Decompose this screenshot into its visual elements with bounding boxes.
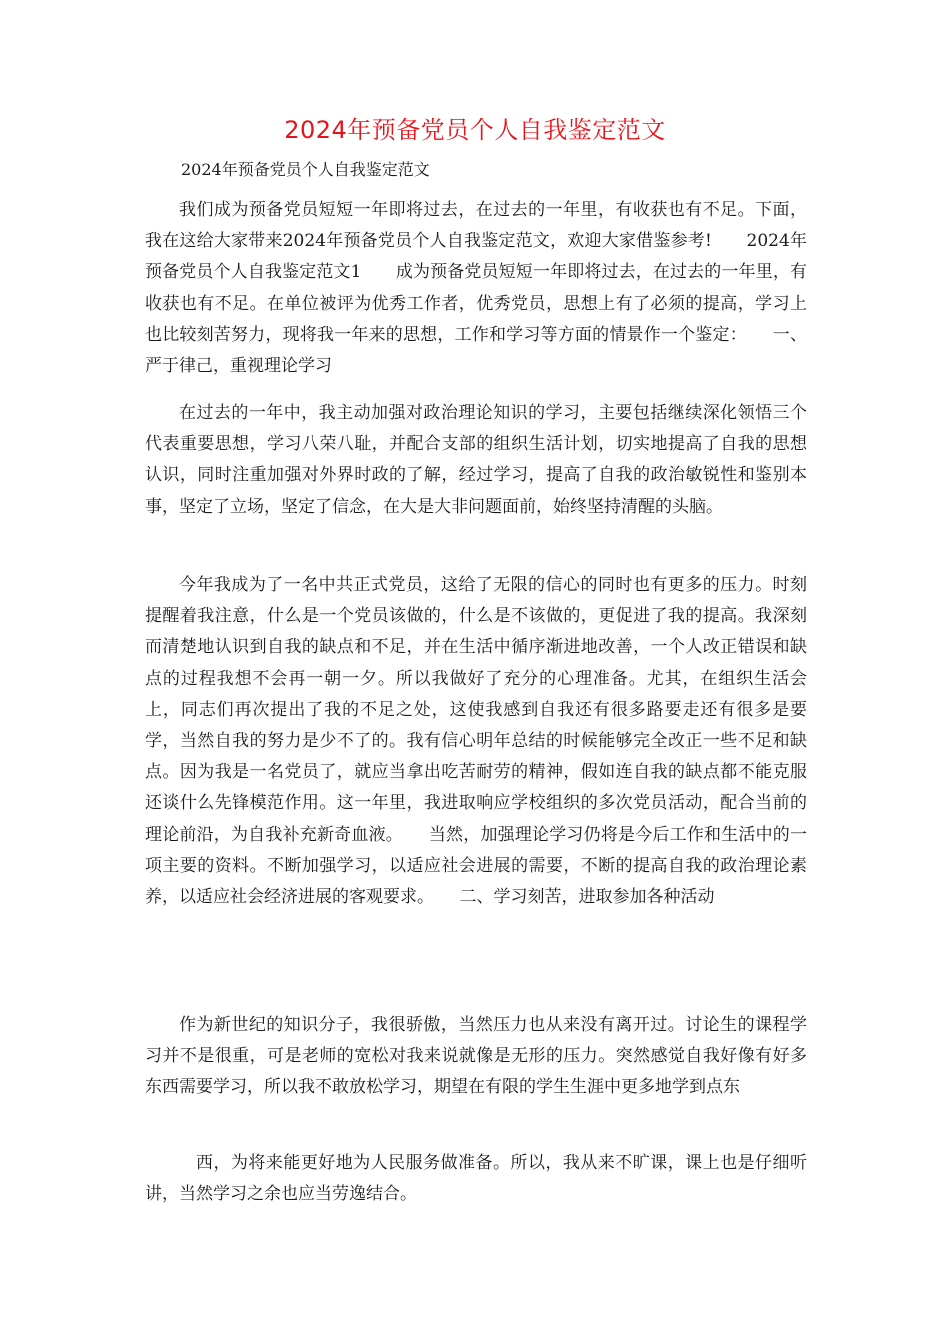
document-title: 2024年预备党员个人自我鉴定范文	[284, 116, 666, 144]
document-subtitle: 2024年预备党员个人自我鉴定范文	[181, 160, 430, 179]
paragraph-theory-study: 在过去的一年中，我主动加强对政治理论知识的学习，主要包括继续深化领悟三个代表重要思想，学习八荣八耻，并配合支部的组织生活计划，切实地提高了自我的思想认识，同时注重加强对外界时政的了解，经过学习，提高了自我的政治敏锐性和鉴别本事，坚定了立场，坚定了信念，在大是大非问题面前，始终坚持清醒的头脑。	[145, 403, 807, 517]
paragraph-knowledge: 作为新世纪的知识分子，我很骄傲，当然压力也从来没有离开过。讨论生的课程学习并不是很重，可是老师的宽松对我来说就像是无形的压力。突然感觉自我好像有好多东西需要学习，所以我不敢放松学习，期望在有限的学生生涯中更多地学到点东	[145, 1015, 807, 1098]
paragraph-party-member: 今年我成为了一名中共正式党员，这给了无限的信心的同时也有更多的压力。时刻提醒着我注意，什么是一个党员该做的，什么是不该做的，更促进了我的提高。我深刻而清楚地认识到自我的缺点和不足，并在生活中循序渐进地改善，一个人改正错误和缺点的过程我想不会再一朝一夕。所以我做好了充分的心理准备。尤其，在组织生活会上，同志们再次提出了我的不足之处，这使我感到自我还有很多路要走还有很多是要学，当然自我的努力是少不了的。我有信心明年总结的时候能够完全改正一些不足和缺点。因为我是一名党员了，就应当拿出吃苦耐劳的精神，假如连自我的缺点都不能克服还谈什么先锋模范作用。这一年里，我进取响应学校组织的多次党员活动，配合当前的理论前沿，为自我补充新奇血液。 当然，加强理论学习仍将是今后工作和生活中的一项主要的资料。不断加强学习，以适应社会进展的需要，不断的提高自我的政治理论素养，以适应社会经济进展的客观要求。 二、学习刻苦，进取参加各种活动	[145, 575, 807, 908]
paragraph-continuation: 西，为将来能更好地为人民服务做准备。所以，我从来不旷课，课上也是仔细听讲，当然学习之余也应当劳逸结合。	[145, 1153, 807, 1205]
paragraph-intro: 我们成为预备党员短短一年即将过去，在过去的一年里，有收获也有不足。下面，我在这给大家带来2024年预备党员个人自我鉴定范文，欢迎大家借鉴参考! 2024年预备党员个人自我鉴定范文1 成为预备党员短短一年即将过去，在过去的一年里，有收获也有不足。在单位被评为优秀工作者，优秀党员，思想上有了必须的提高，学习上也比较刻苦努力，现将我一年来的思想，工作和学习等方面的情景作一个鉴定： 一、严于律己，重视理论学习	[145, 200, 807, 377]
